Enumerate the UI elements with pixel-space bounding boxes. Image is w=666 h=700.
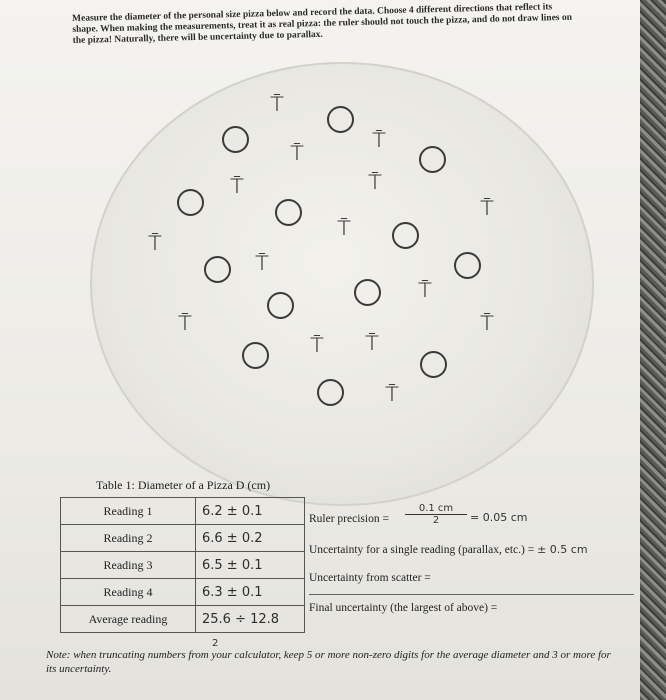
average-value[interactable]: 25.6 ÷ 12.8 xyxy=(196,606,305,633)
final-uncertainty-label: Final uncertainty (the largest of above) = xyxy=(309,602,498,614)
uncertainty-single-label xyxy=(309,543,588,556)
uncertainty-single-value[interactable]: ± 0.5 cm xyxy=(537,543,588,556)
row-label: Reading 2 xyxy=(61,525,196,552)
mushroom-icon: ⍑ xyxy=(480,196,494,221)
fraction-numerator: 0.1 cm xyxy=(405,503,467,515)
mushroom-icon: ⍑ xyxy=(365,331,379,356)
mushroom-icon: ⍑ xyxy=(148,231,162,256)
mushroom-icon: ⍑ xyxy=(230,174,244,199)
mushroom-icon: ⍑ xyxy=(418,278,432,303)
olive-ring-icon xyxy=(275,199,302,226)
table-row xyxy=(61,498,305,525)
mushroom-icon: ⍑ xyxy=(290,141,304,166)
olive-ring-icon xyxy=(317,379,344,406)
uncertainty-scatter-label: Uncertainty from scatter = xyxy=(309,572,431,584)
row-label: Reading 1 xyxy=(61,498,196,525)
row-label: Reading 4 xyxy=(61,579,196,606)
olive-ring-icon xyxy=(420,351,447,378)
mushroom-icon: ⍑ xyxy=(480,311,494,336)
ruler-precision-label: Ruler precision = xyxy=(309,513,389,525)
mushroom-icon: ⍑ xyxy=(368,170,382,195)
mushroom-icon: ⍑ xyxy=(270,92,284,117)
mushroom-icon: ⍑ xyxy=(372,128,386,153)
olive-ring-icon xyxy=(177,189,204,216)
instructions-text: Measure the diameter of the personal size pizza below and record the data. Choose 4 different directions that reflect its shape. When making the measurements, treat it as real pizza: the ruler should not touch the pizza, and do not draw lines on the pizza! Naturally, there will be uncertainty due to parallax. xyxy=(72,2,573,46)
reading-value[interactable]: 6.3 ± 0.1 xyxy=(196,579,305,606)
ruler-precision-fraction xyxy=(405,503,467,526)
mushroom-icon: ⍑ xyxy=(385,382,399,407)
olive-ring-icon xyxy=(267,292,294,319)
divider-line xyxy=(309,594,634,595)
pizza-drawing xyxy=(90,62,594,506)
reading-value[interactable]: 6.2 ± 0.1 xyxy=(196,498,305,525)
olive-ring-icon xyxy=(327,106,354,133)
reading-value[interactable]: 6.5 ± 0.1 xyxy=(196,552,305,579)
uncertainty-single-text: Uncertainty for a single reading (parallax, etc.) = xyxy=(309,544,535,556)
fraction-denominator: 2 xyxy=(432,515,440,526)
table-row xyxy=(61,552,305,579)
mushroom-icon: ⍑ xyxy=(310,333,324,358)
diameter-table xyxy=(60,497,305,633)
olive-ring-icon xyxy=(419,146,446,173)
table-row xyxy=(61,525,305,552)
reading-value[interactable]: 6.6 ± 0.2 xyxy=(196,525,305,552)
olive-ring-icon xyxy=(392,222,419,249)
row-label: Reading 3 xyxy=(61,552,196,579)
average-divisor: 2 xyxy=(212,638,219,649)
table-caption: Table 1: Diameter of a Pizza D (cm) xyxy=(96,478,271,492)
olive-ring-icon xyxy=(354,279,381,306)
olive-ring-icon xyxy=(242,342,269,369)
olive-ring-icon xyxy=(222,126,249,153)
mushroom-icon: ⍑ xyxy=(255,251,269,276)
mushroom-icon: ⍑ xyxy=(178,311,192,336)
olive-ring-icon xyxy=(454,252,481,279)
mushroom-icon: ⍑ xyxy=(337,216,351,241)
ruler-precision-result[interactable]: = 0.05 cm xyxy=(470,511,528,524)
desk-surface xyxy=(640,0,666,700)
note-text: Note: when truncating numbers from your calculator, keep 5 or more non-zero digits for the average diameter and 3 or more for its uncertainty. xyxy=(46,649,611,675)
table-row xyxy=(61,606,305,633)
olive-ring-icon xyxy=(204,256,231,283)
table-row xyxy=(61,579,305,606)
row-label: Average reading xyxy=(61,606,196,633)
